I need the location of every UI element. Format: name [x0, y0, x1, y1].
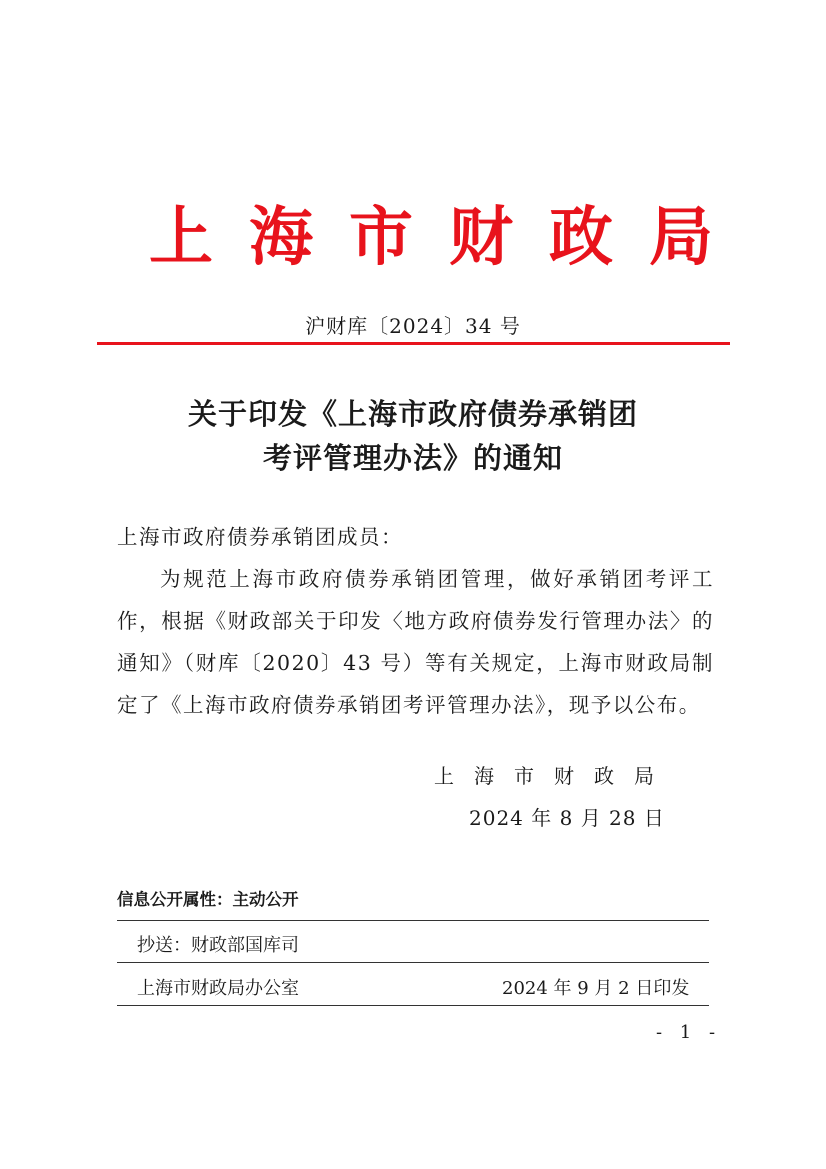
masthead-title: 上海市财政局: [149, 200, 749, 275]
disclosure-attribute: 信息公开属性：主动公开: [117, 890, 299, 909]
document-number: 沪财库〔2024〕34 号: [305, 314, 521, 338]
page-number: - 1 -: [656, 1022, 722, 1043]
cc-line: 抄送：财政部国库司: [137, 935, 299, 956]
document-title-line-1: 关于印发《上海市政府债券承销团: [187, 397, 638, 431]
red-divider-line: [97, 342, 730, 345]
salutation: 上海市政府债券承销团成员：: [117, 525, 403, 549]
footer-rule-top: [117, 920, 709, 921]
signature-date: 2024 年 8 月 28 日: [469, 806, 665, 830]
issuing-office: 上海市财政局办公室: [137, 978, 299, 999]
footer-rule-bottom: [117, 1005, 709, 1006]
footer-rule-middle: [117, 962, 709, 963]
body-paragraph: 为规范上海市政府债券承销团管理，做好承销团考评工作，根据《财政部关于印发〈地方政府债券发行管理办法〉的通知》（财库〔2020〕43 号）等有关规定，上海市财政局制定了《上海市政府债券承销团考评管理办法》，现予以公布。: [117, 567, 714, 717]
document-title-line-2: 考评管理办法》的通知: [262, 441, 563, 475]
issue-date: 2024 年 9 月 2 日印发: [502, 978, 690, 999]
signature-organization: 上海市财政局: [434, 764, 674, 788]
